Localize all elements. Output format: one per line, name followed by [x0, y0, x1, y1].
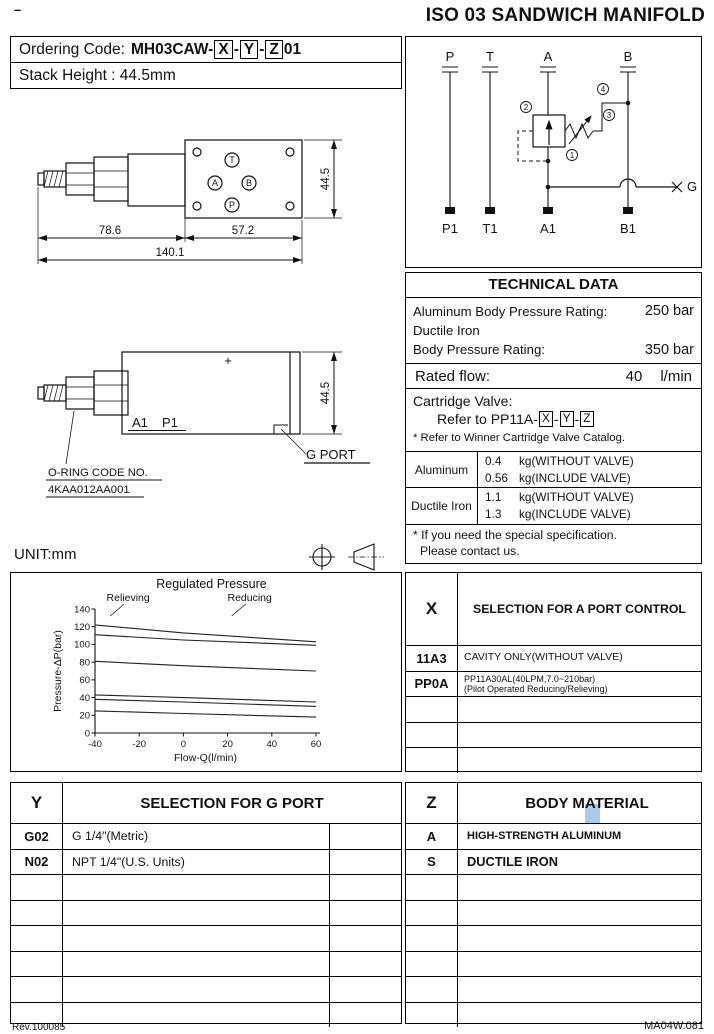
ordering-code-box	[10, 36, 402, 89]
unit-label: UNIT:mm	[14, 546, 77, 563]
x-row-code: PP0A	[406, 672, 458, 697]
oring-label-line2: 4KAA012AA001	[48, 484, 130, 496]
hydraulic-schematic	[405, 36, 702, 268]
weight-material-aluminum: Aluminum	[406, 452, 478, 488]
ordering-code-label: Ordering Code:	[19, 40, 125, 58]
y-row-desc	[63, 1003, 329, 1028]
reducing-valve-symbol	[518, 103, 682, 192]
dim-57-2: 57.2	[231, 225, 255, 237]
z-row-code	[406, 875, 458, 900]
x-selection-table	[405, 572, 702, 772]
svg-text:Flow-Q(l/min): Flow-Q(l/min)	[174, 752, 237, 764]
cartridge-valve-section	[406, 389, 701, 453]
y-row-desc: NPT 1/4"(U.S. Units)	[72, 854, 185, 869]
y-row-extra	[329, 901, 401, 926]
dim-44-5-side: 44.5	[320, 381, 332, 405]
junction-dots	[546, 101, 631, 190]
pressure-rating-section	[406, 298, 701, 364]
rated-flow-label: Rated flow:	[415, 367, 491, 385]
table-row	[11, 951, 401, 977]
y-row-desc	[63, 952, 329, 977]
y-row-extra	[329, 952, 401, 977]
y-row-extra	[329, 977, 401, 1002]
svg-text:60: 60	[310, 739, 322, 750]
y-table-header-label: SELECTION FOR G PORT	[140, 794, 324, 812]
y-row-extra	[329, 850, 401, 875]
callout-circles	[521, 84, 615, 161]
port-label-b: B	[245, 178, 253, 189]
cartridge-x: X	[539, 411, 553, 427]
bottom-port-markers	[445, 207, 633, 214]
callout-4: 4	[600, 85, 606, 94]
table-row	[11, 874, 401, 900]
plus-mark: +	[224, 353, 232, 368]
aluminum-rating-label: Aluminum Body Pressure Rating:	[413, 304, 608, 319]
y-row-code: N02	[11, 850, 63, 875]
callout-3: 3	[606, 111, 612, 120]
y-row-extra	[329, 1003, 401, 1028]
table-row	[406, 925, 701, 951]
svg-text:-20: -20	[132, 739, 147, 750]
technical-data-panel	[405, 272, 702, 564]
schematic-port-b1: B1	[620, 221, 636, 236]
svg-text:20: 20	[222, 739, 233, 750]
special-note-line2: Please contact us.	[420, 544, 520, 559]
z-row-desc	[458, 875, 701, 900]
schematic-port-a1: A1	[540, 221, 556, 236]
svg-text:120: 120	[74, 622, 90, 634]
y-table-header	[11, 783, 401, 823]
y-row-code	[11, 952, 63, 977]
stack-height-label: Stack Height : 44.5mm	[19, 66, 176, 84]
weight-unit: kg(INCLUDE VALVE)	[519, 507, 631, 522]
cartridge-label: Cartridge Valve:	[413, 392, 513, 409]
svg-text:140: 140	[74, 604, 90, 616]
z-row-desc	[458, 952, 701, 977]
y-row-desc: G 1/4"(Metric)	[72, 829, 149, 844]
x-table-header-code: X	[406, 573, 458, 645]
cartridge-sep-1: -	[553, 411, 559, 428]
weight-value: 1.1	[485, 490, 502, 505]
chart-canvas	[11, 573, 397, 767]
svg-text:Regulated Pressure: Regulated Pressure	[156, 577, 267, 591]
weight-value: 0.56	[485, 470, 508, 485]
ordering-code-value	[131, 40, 301, 60]
valve-outline	[38, 140, 302, 218]
table-row	[406, 748, 701, 773]
table-row	[11, 900, 401, 926]
label-a1: A1	[132, 415, 148, 430]
page-title: ISO 03 SANDWICH MANIFOLD	[425, 5, 705, 26]
z-table-header-label: BODY MATERIAL	[525, 794, 649, 812]
y-row-extra	[329, 824, 401, 849]
y-row-desc	[63, 926, 329, 951]
rated-flow-value: 40	[625, 367, 643, 385]
face-port-labels	[212, 155, 252, 210]
svg-text:100: 100	[74, 639, 90, 651]
table-row	[406, 697, 701, 723]
iron-rating-label-line2: Body Pressure Rating:	[413, 342, 545, 358]
y-row-code	[11, 901, 63, 926]
svg-text:Relieving: Relieving	[106, 592, 150, 604]
weight-unit: kg(WITHOUT VALVE)	[519, 453, 634, 468]
svg-text:-40: -40	[88, 739, 102, 750]
schematic-port-p: P	[445, 49, 455, 64]
schematic-port-p1: P1	[442, 221, 458, 236]
code-sep-2: -	[259, 40, 265, 58]
g-port-label: G PORT	[306, 447, 356, 462]
callout-1: 1	[569, 151, 575, 160]
schematic-port-a: A	[543, 49, 553, 64]
svg-text:60: 60	[79, 675, 90, 687]
weight-material-iron: Ductile Iron	[406, 488, 478, 524]
schematic-canvas	[406, 37, 697, 263]
weight-unit: kg(INCLUDE VALVE)	[519, 470, 631, 485]
iron-rating-value: 350 bar	[644, 342, 694, 359]
table-row	[406, 951, 701, 977]
table-row	[406, 976, 701, 1002]
z-row-desc: DUCTILE IRON	[467, 854, 558, 870]
z-row-code	[406, 977, 458, 1002]
z-row-code	[406, 1003, 458, 1028]
weight-value: 0.4	[485, 453, 502, 468]
technical-data-title: TECHNICAL DATA	[406, 273, 701, 298]
cartridge-y: Y	[560, 411, 574, 427]
z-body-material-table	[405, 782, 702, 1024]
y-row-desc	[63, 977, 329, 1002]
y-table-header-code: Y	[11, 783, 63, 823]
y-row-code: G02	[11, 824, 63, 849]
z-row-code: A	[406, 824, 458, 849]
table-row	[11, 925, 401, 951]
z-row-desc	[458, 977, 701, 1002]
x-table-header-label: SELECTION FOR A PORT CONTROL	[473, 602, 686, 616]
x-row-code	[406, 748, 458, 773]
z-row-desc: HIGH-STRENGTH ALUMINUM	[467, 830, 622, 843]
code-sep-1: -	[233, 40, 239, 58]
callout-2: 2	[523, 103, 529, 112]
stack-height-row	[11, 62, 401, 88]
table-row	[11, 1002, 401, 1028]
dim-140-1: 140.1	[155, 247, 185, 259]
schematic-port-g: G	[687, 179, 697, 194]
rated-flow-unit: l/min	[660, 367, 692, 385]
code-z: Z	[265, 40, 282, 60]
code-prefix: MH03CAW-	[130, 40, 214, 58]
regulated-pressure-chart	[10, 572, 402, 772]
y-row-desc	[63, 875, 329, 900]
projection-symbols	[306, 540, 390, 574]
port-label-a: A	[211, 178, 219, 189]
table-row	[11, 976, 401, 1002]
svg-text:Reducing: Reducing	[227, 592, 272, 604]
port-label-t: T	[229, 155, 235, 166]
x-row-desc2: (Pilot Operated Reducing/Relieving)	[464, 683, 608, 694]
x-row-code	[406, 723, 458, 748]
side-port-labels	[132, 415, 178, 430]
y-row-desc	[63, 901, 329, 926]
x-row-code	[406, 697, 458, 722]
cartridge-note: * Refer to Winner Cartridge Valve Catalog.	[413, 431, 626, 444]
footer-revision: Rev.100085	[12, 1022, 66, 1033]
dimension-drawing-top	[10, 112, 400, 292]
weight-value: 1.3	[485, 507, 502, 522]
z-row-desc	[458, 901, 701, 926]
table-row	[406, 672, 701, 698]
port-label-p: P	[228, 200, 236, 211]
dimension-drawing-side	[10, 332, 400, 532]
cartridge-refer-prefix: Refer to PP11A-	[437, 411, 538, 428]
weight-table	[406, 452, 701, 525]
svg-text:80: 80	[79, 657, 90, 669]
cartridge-z: Z	[580, 411, 593, 427]
table-row	[11, 849, 401, 875]
extension-lines	[38, 140, 342, 264]
iron-rating-label-line1: Ductile Iron	[413, 323, 480, 339]
schematic-labels	[442, 49, 697, 236]
svg-text:0: 0	[84, 728, 90, 740]
y-selection-table	[10, 782, 402, 1024]
table-row	[406, 849, 701, 875]
y-row-code	[11, 977, 63, 1002]
schematic-port-b: B	[623, 49, 633, 64]
svg-text:Pressure-ΔP(bar): Pressure-ΔP(bar)	[52, 630, 64, 712]
y-row-code	[11, 875, 63, 900]
special-note	[406, 525, 701, 563]
code-suffix: 01	[283, 40, 302, 58]
x-row-desc: CAVITY ONLY(WITHOUT VALVE)	[464, 651, 623, 664]
y-row-code	[11, 926, 63, 951]
z-table-header-code: Z	[406, 783, 458, 823]
callout-numbers	[524, 85, 612, 160]
svg-text:20: 20	[79, 710, 90, 722]
ordering-code-row	[11, 37, 401, 62]
z-row-code	[406, 952, 458, 977]
special-note-line1: * If you need the special specification.	[413, 528, 617, 543]
rated-flow-section	[406, 364, 701, 388]
dim-44-5-top: 44.5	[320, 167, 332, 191]
oring-label-line1: O-RING CODE NO.	[48, 467, 148, 479]
dimension-lines	[38, 140, 334, 260]
svg-text:40: 40	[266, 739, 278, 750]
code-y: Y	[240, 40, 258, 60]
cartridge-sep-2: -	[574, 411, 580, 428]
weight-rows-aluminum	[478, 452, 701, 488]
table-row	[406, 900, 701, 926]
x-row-desc: PP11A30AL(40LPM,7.0~210bar)	[464, 673, 596, 684]
footer-doc-number: MA04W.081	[644, 1020, 704, 1032]
x-table-header	[406, 573, 701, 646]
table-row	[406, 874, 701, 900]
svg-text:40: 40	[79, 692, 90, 704]
z-row-code: S	[406, 850, 458, 875]
weight-rows-iron	[478, 488, 701, 524]
y-row-extra	[329, 926, 401, 951]
svg-text:0: 0	[180, 739, 187, 750]
z-row-desc	[458, 926, 701, 951]
table-row	[406, 646, 701, 672]
table-row	[406, 723, 701, 749]
z-table-header	[406, 783, 701, 823]
table-row	[11, 823, 401, 849]
dim-78-6: 78.6	[98, 225, 122, 237]
z-row-code	[406, 926, 458, 951]
table-row	[406, 823, 701, 849]
code-x: X	[214, 40, 232, 60]
weight-unit: kg(WITHOUT VALVE)	[519, 490, 634, 505]
label-p1: P1	[162, 415, 178, 430]
aluminum-rating-value: 250 bar	[644, 303, 694, 319]
y-row-extra	[329, 875, 401, 900]
schematic-port-t: T	[486, 49, 494, 64]
schematic-port-t1: T1	[482, 221, 498, 236]
corner-mark: –	[14, 2, 22, 17]
z-row-code	[406, 901, 458, 926]
port-lines	[442, 67, 636, 207]
x-row-code: 11A3	[406, 646, 458, 671]
